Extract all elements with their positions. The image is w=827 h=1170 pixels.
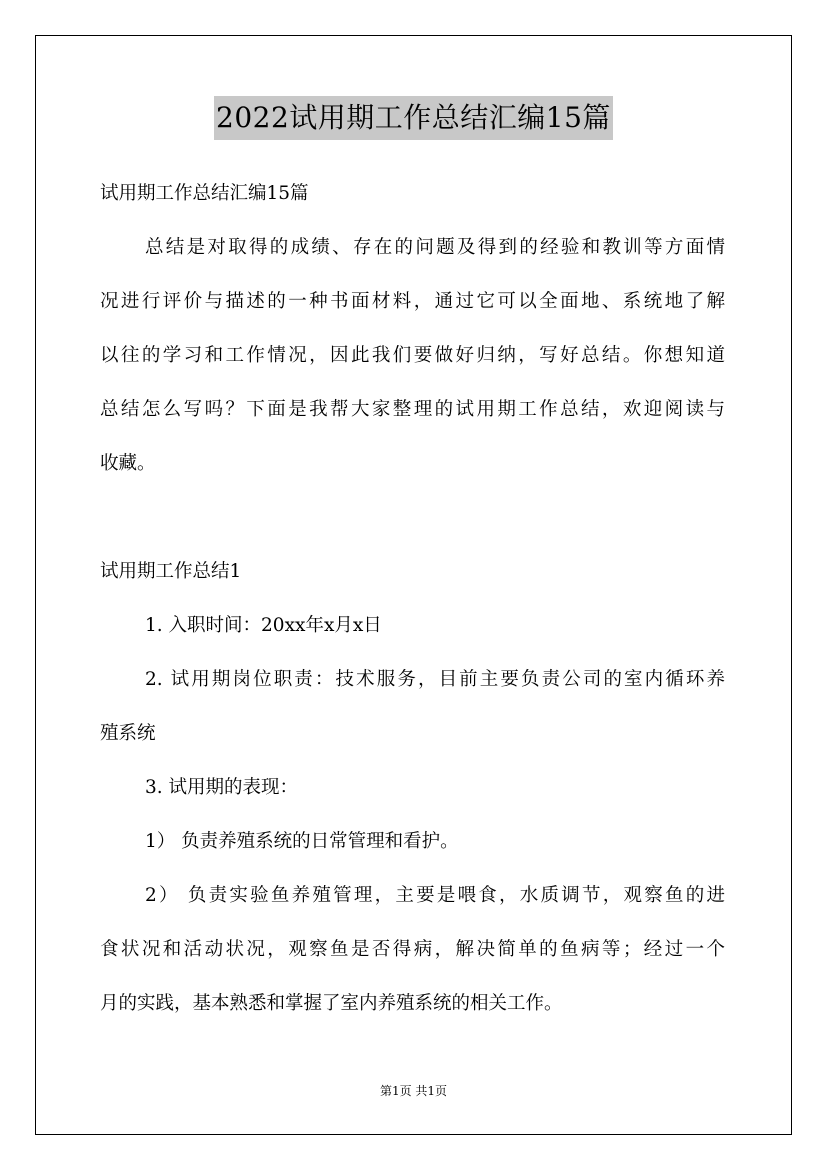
- list-item-2-line-1: 2. 试用期岗位职责：技术服务，目前主要负责公司的室内循环养: [145, 669, 725, 690]
- document-subtitle: 试用期工作总结汇编15篇: [100, 183, 309, 204]
- list-item-1: 1. 入职时间：20xx年x月x日: [145, 615, 382, 636]
- page-number: 第1页 共1页: [379, 1084, 448, 1098]
- sub-item-2-line-1: 2） 负责实验鱼养殖管理，主要是喂食，水质调节，观察鱼的进: [145, 885, 725, 906]
- intro-line-1: 总结是对取得的成绩、存在的问题及得到的经验和教训等方面情: [145, 237, 725, 258]
- intro-line-4: 总结怎么写吗？下面是我帮大家整理的试用期工作总结，欢迎阅读与: [100, 399, 725, 420]
- title-container: [0, 96, 827, 140]
- sub-item-2-line-3: 月的实践，基本熟悉和掌握了室内养殖系统的相关工作。: [100, 993, 563, 1014]
- sub-item-2-line-2: 食状况和活动状况，观察鱼是否得病，解决简单的鱼病等；经过一个: [100, 939, 725, 960]
- intro-line-3: 以往的学习和工作情况，因此我们要做好归纳，写好总结。你想知道: [100, 345, 725, 366]
- list-item-3: 3. 试用期的表现：: [145, 777, 299, 798]
- list-item-2-line-2: 殖系统: [100, 723, 156, 744]
- page-footer: [0, 1083, 827, 1099]
- sub-item-1: 1） 负责养殖系统的日常管理和看护。: [145, 831, 459, 852]
- document-title: 2022试用期工作总结汇编15篇: [214, 96, 613, 140]
- intro-line-5: 收藏。: [100, 453, 156, 474]
- intro-line-2: 况进行评价与描述的一种书面材料，通过它可以全面地、系统地了解: [100, 291, 725, 312]
- section-heading: 试用期工作总结1: [100, 561, 242, 582]
